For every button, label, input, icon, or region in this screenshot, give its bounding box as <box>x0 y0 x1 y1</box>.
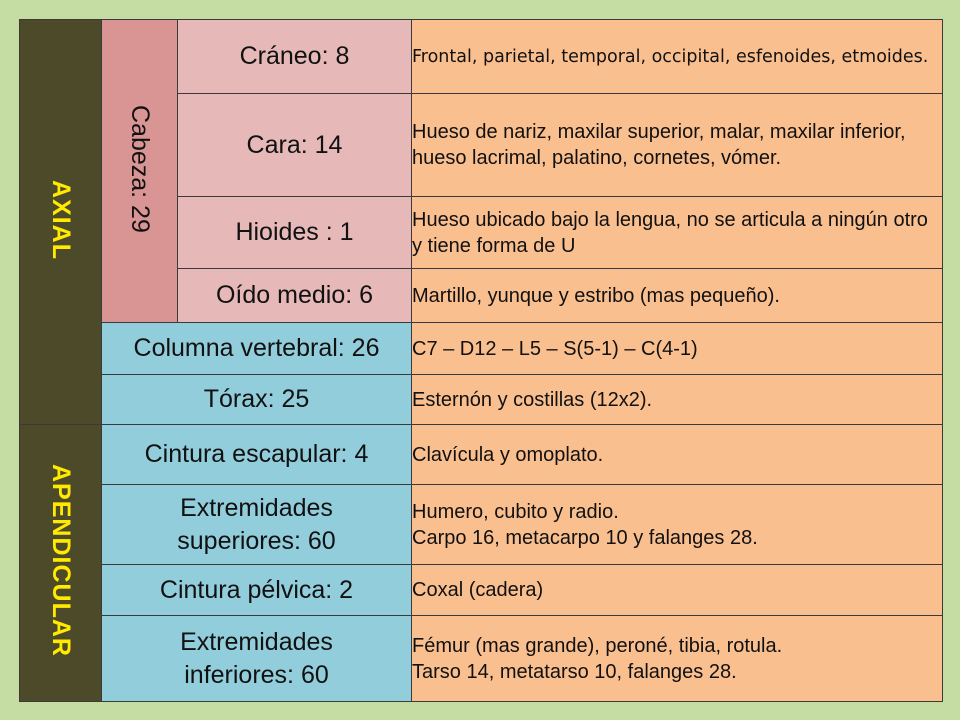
bone-desc-extremidades-superiores <box>412 485 943 565</box>
bone-desc-cintura-escapular: Clavícula y omoplato. <box>412 425 943 485</box>
bone-desc-columna: C7 – D12 – L5 – S(5-1) – C(4-1) <box>412 323 943 375</box>
bone-name-torax: Tórax: 25 <box>102 375 412 425</box>
bone-name-extremidades-inferiores <box>102 616 412 702</box>
bone-name-craneo: Cráneo: 8 <box>178 20 412 94</box>
bone-name-cintura-pelvica: Cintura pélvica: 2 <box>102 565 412 616</box>
cabeza-group-cell <box>102 20 178 323</box>
bone-desc-torax: Esternón y costillas (12x2). <box>412 375 943 425</box>
bone-desc-cara: Hueso de nariz, maxilar superior, malar, maxilar inferior, hueso lacrimal, palatino, cornetes, vómer. <box>412 94 943 197</box>
bone-name-oido-medio: Oído medio: 6 <box>178 269 412 323</box>
bone-desc-extremidades-inferiores-text: Fémur (mas grande), peroné, tibia, rotula. Tarso 14, metatarso 10, falanges 28. <box>412 634 783 683</box>
apendicular-group-cell <box>20 425 102 702</box>
bone-desc-cintura-pelvica: Coxal (cadera) <box>412 565 943 616</box>
axial-label: AXIAL <box>47 179 75 260</box>
bone-desc-craneo: Frontal, parietal, temporal, occipital, esfenoides, etmoides. <box>412 20 943 94</box>
bone-desc-extremidades-inferiores <box>412 616 943 702</box>
cabeza-label: Cabeza: 29 <box>126 104 154 233</box>
bone-name-cara: Cara: 14 <box>178 94 412 197</box>
bone-name-extremidades-superiores <box>102 485 412 565</box>
bone-classification-table <box>19 19 943 702</box>
bone-name-hioides: Hioides : 1 <box>178 197 412 269</box>
axial-group-cell <box>20 20 102 425</box>
bone-name-extremidades-superiores-text: Extremidades superiores: 60 <box>177 493 336 555</box>
bone-name-columna: Columna vertebral: 26 <box>102 323 412 375</box>
bone-name-cintura-escapular: Cintura escapular: 4 <box>102 425 412 485</box>
bone-desc-oido-medio: Martillo, yunque y estribo (mas pequeño). <box>412 269 943 323</box>
bone-name-extremidades-inferiores-text: Extremidades inferiores: 60 <box>180 627 333 689</box>
apendicular-label: APENDICULAR <box>47 464 75 657</box>
bone-desc-hioides: Hueso ubicado bajo la lengua, no se articula a ningún otro y tiene forma de U <box>412 197 943 269</box>
bone-desc-extremidades-superiores-text: Humero, cubito y radio. Carpo 16, metacarpo 10 y falanges 28. <box>412 500 758 549</box>
